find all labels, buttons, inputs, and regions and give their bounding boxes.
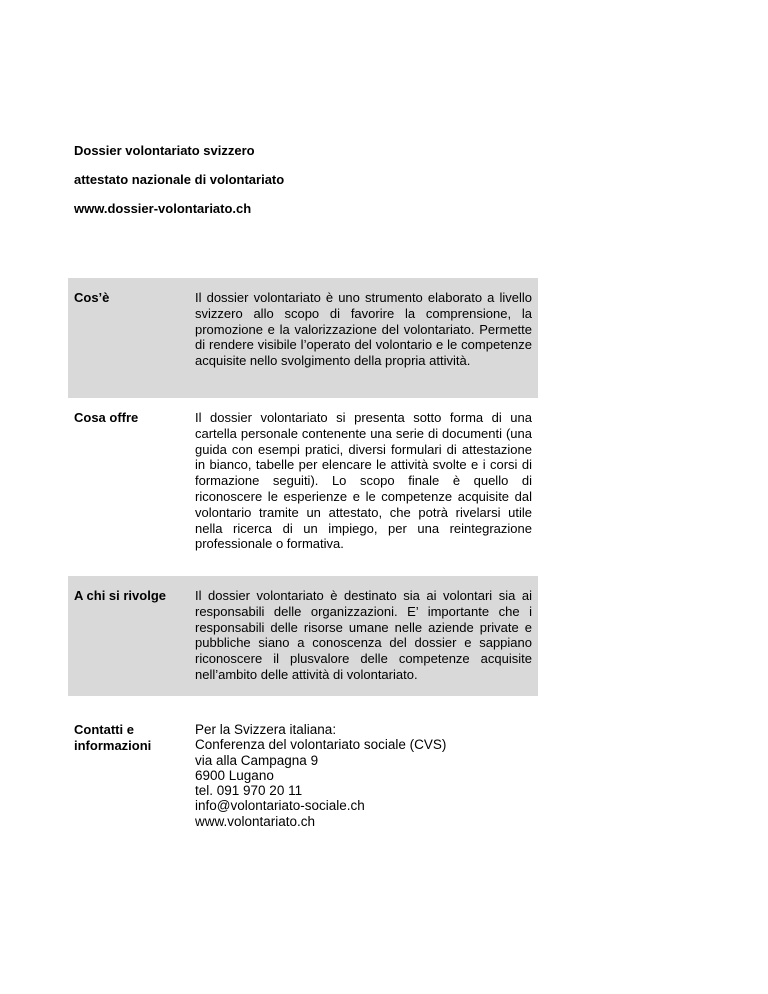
section-paragraph: Il dossier volontariato è uno strumento elaborato a livello svizzero allo scopo di favorire la comprensione, la promozione e la valorizzazione del volontariato. Permette di rendere visibile l’operato del volontario e le competenze acquisite nello svolgimento della propria attività.: [195, 290, 532, 369]
contact-street: via alla Campagna 9: [195, 752, 319, 768]
section-paragraph: Il dossier volontariato si presenta sotto forma di una cartella personale contenente una serie di documenti (una guida con esempi pratici, diversi formulari di attestazione in bianco, tabelle per elencare le attività svolte e i corsi di formazione seguiti). Lo scopo finale è quello di riconoscere le esperienze e le competenze acquisite dal volontario tramite un attestato, che potrà rivelarsi utile nella ricerca di un impiego, per una reintegrazione professionale o formativa.: [195, 410, 532, 552]
section-label: [68, 722, 195, 829]
section-label: A chi si rivolge: [74, 588, 166, 603]
contact-city: 6900 Lugano: [195, 767, 274, 783]
section-label: Cos’è: [74, 290, 110, 305]
section-text: [195, 588, 532, 686]
contacts-label-line: Contatti e: [74, 722, 134, 737]
contact-phone: tel. 091 970 20 11: [195, 783, 303, 799]
section-text: [195, 290, 532, 388]
contact-organization: Conferenza del volontariato sociale (CVS): [195, 737, 447, 753]
contact-region: Per la Svizzera italiana:: [195, 722, 337, 737]
document-header: [74, 143, 574, 230]
section-cos-e: [68, 278, 538, 398]
contact-email[interactable]: info@volontariato-sociale.ch: [195, 798, 365, 814]
section-a-chi-si-rivolge: [68, 576, 538, 696]
document-website[interactable]: www.dossier-volontariato.ch: [74, 201, 252, 216]
info-table: [68, 278, 538, 839]
contact-website[interactable]: www.volontariato.ch: [195, 813, 316, 829]
document-subtitle: attestato nazionale di volontariato: [74, 172, 285, 187]
section-contatti: [68, 696, 538, 839]
document-title: Dossier volontariato svizzero: [74, 143, 255, 158]
section-label: Cosa offre: [74, 410, 139, 425]
section-text: [195, 410, 532, 566]
section-cosa-offre: [68, 398, 538, 576]
contacts-text: [195, 722, 532, 829]
section-paragraph: Il dossier volontariato è destinato sia ai volontari sia ai responsabili delle organizzazioni. E’ importante che i responsabili delle risorse umane nelle aziende private e pubbliche siano a conoscenza del dossier e sappiano riconoscere il plusvalore delle competenze acquisite nell’ambito delle attività di volontariato.: [195, 588, 532, 682]
contacts-label-line: informazioni: [74, 738, 152, 753]
